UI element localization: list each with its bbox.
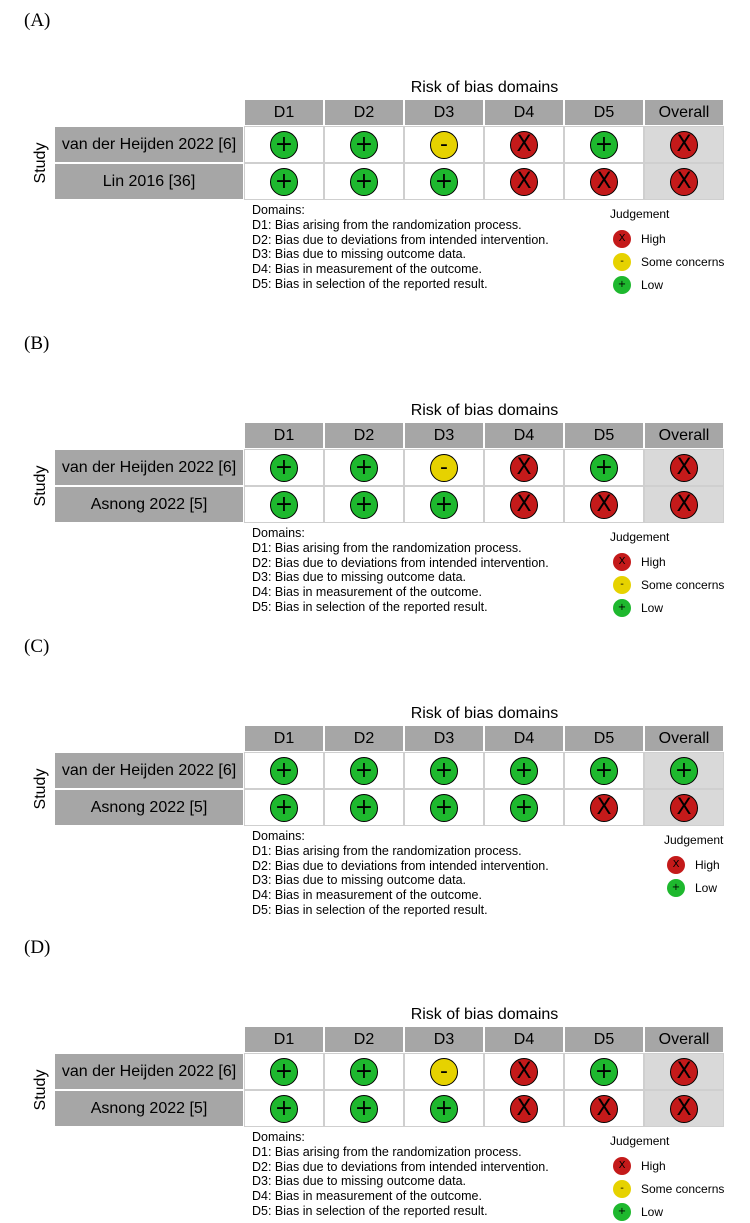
study-name: Asnong 2022 [5] <box>54 789 244 826</box>
domains-list <box>252 1130 549 1219</box>
judgement-low-icon: + <box>350 1095 378 1123</box>
domain-definition: D1: Bias arising from the randomization process. <box>252 843 522 858</box>
legend-label: Low <box>695 880 718 895</box>
legend-symbol: - <box>620 579 624 590</box>
judgement-low-icon: + <box>350 454 378 482</box>
legend-item-low <box>613 596 724 619</box>
column-header-d4: D4 <box>484 99 564 126</box>
judgement-cell <box>484 1090 564 1127</box>
domain-definition: D2: Bias due to deviations from intended intervention. <box>252 232 549 247</box>
domains-title: Domains: <box>252 829 305 843</box>
legend-symbol: + <box>671 882 681 893</box>
judgement-high-icon: X <box>670 794 698 822</box>
panel-label: (B) <box>24 333 50 354</box>
judgement-cell <box>564 1090 644 1127</box>
column-header-overall: Overall <box>644 99 724 126</box>
judgement-high-icon: X <box>510 1095 538 1123</box>
judgement-legend <box>610 530 724 619</box>
judgement-cell <box>484 126 564 163</box>
legend-item-some <box>613 250 724 273</box>
legend-symbol: X <box>618 233 626 244</box>
domain-definition: D3: Bias due to missing outcome data. <box>252 570 467 585</box>
judgement-cell <box>564 449 644 486</box>
domain-definition: D5: Bias in selection of the reported result. <box>252 1203 488 1218</box>
column-header-d4: D4 <box>484 422 564 449</box>
judgement-cell <box>244 752 324 789</box>
judgement-cell <box>564 126 644 163</box>
column-header-d1: D1 <box>244 99 324 126</box>
study-axis-text: Study <box>32 1069 49 1111</box>
legend-label: High <box>641 231 666 246</box>
legend-some-icon <box>613 1180 631 1198</box>
judgement-cell <box>644 789 724 826</box>
judgement-low-icon: + <box>350 491 378 519</box>
domains-list <box>252 203 549 292</box>
legend-item-high <box>667 853 723 876</box>
column-header-d1: D1 <box>244 725 324 752</box>
judgement-cell <box>244 163 324 200</box>
judgement-some-icon: - <box>430 1058 458 1086</box>
judgement-low-icon: + <box>430 794 458 822</box>
legend-item-high <box>613 227 724 250</box>
legend-symbol: - <box>620 1183 624 1194</box>
domain-definition: D4: Bias in measurement of the outcome. <box>252 1189 482 1204</box>
column-header-d4: D4 <box>484 725 564 752</box>
judgement-cell <box>324 1053 404 1090</box>
study-name: Asnong 2022 [5] <box>54 486 244 523</box>
domain-definition: D2: Bias due to deviations from intended intervention. <box>252 858 549 873</box>
judgement-low-icon: + <box>510 794 538 822</box>
judgement-low-icon: + <box>590 1058 618 1086</box>
panel-label: (D) <box>24 937 51 958</box>
legend-some-icon <box>613 576 631 594</box>
risk-of-bias-title: Risk of bias domains <box>410 79 559 96</box>
judgement-low-icon: + <box>590 454 618 482</box>
domain-definition: D5: Bias in selection of the reported result. <box>252 902 488 917</box>
legend-low-icon <box>613 599 631 617</box>
judgement-low-icon: + <box>270 794 298 822</box>
judgement-low-icon: + <box>270 491 298 519</box>
judgement-cell <box>324 789 404 826</box>
judgement-low-icon: + <box>270 1058 298 1086</box>
legend-symbol: X <box>672 859 680 870</box>
domain-definition: D5: Bias in selection of the reported result. <box>252 276 488 291</box>
judgement-low-icon: + <box>510 757 538 785</box>
judgement-cell <box>564 752 644 789</box>
column-header-d3: D3 <box>404 99 484 126</box>
judgement-high-icon: X <box>510 491 538 519</box>
judgement-low-icon: + <box>430 491 458 519</box>
legend-low-icon <box>613 276 631 294</box>
domains-title: Domains: <box>252 1130 305 1144</box>
legend-label: Some concerns <box>641 577 725 592</box>
judgement-cell <box>484 163 564 200</box>
column-header-d3: D3 <box>404 725 484 752</box>
domain-definition: D4: Bias in measurement of the outcome. <box>252 262 482 277</box>
legend-low-icon <box>613 1203 631 1221</box>
judgement-cell <box>644 752 724 789</box>
domain-definition: D3: Bias due to missing outcome data. <box>252 1174 467 1189</box>
judgement-cell <box>404 486 484 523</box>
judgement-legend <box>610 207 724 296</box>
judgement-high-icon: X <box>590 491 618 519</box>
column-header-d5: D5 <box>564 1026 644 1053</box>
judgement-cell <box>484 752 564 789</box>
domain-definition: D3: Bias due to missing outcome data. <box>252 873 467 888</box>
judgement-cell <box>404 126 484 163</box>
judgement-high-icon: X <box>590 1095 618 1123</box>
domain-definition: D3: Bias due to missing outcome data. <box>252 247 467 262</box>
judgement-cell <box>244 126 324 163</box>
legend-item-high <box>613 550 724 573</box>
column-header-d1: D1 <box>244 1026 324 1053</box>
judgement-cell <box>404 789 484 826</box>
legend-label: Low <box>641 1204 664 1219</box>
domain-definition: D4: Bias in measurement of the outcome. <box>252 585 482 600</box>
domain-definition: D4: Bias in measurement of the outcome. <box>252 888 482 903</box>
legend-label: Low <box>641 277 664 292</box>
judgement-low-icon: + <box>590 757 618 785</box>
judgement-cell <box>564 789 644 826</box>
legend-label: Some concerns <box>641 1181 725 1196</box>
judgement-cell <box>404 1090 484 1127</box>
judgement-cell <box>244 1053 324 1090</box>
judgement-legend <box>664 833 723 899</box>
judgement-cell <box>484 449 564 486</box>
study-axis-text: Study <box>32 768 49 810</box>
column-header-d5: D5 <box>564 725 644 752</box>
risk-of-bias-title: Risk of bias domains <box>410 1006 559 1023</box>
panel-label: (C) <box>24 636 50 657</box>
judgement-cell <box>404 752 484 789</box>
judgement-cell <box>324 752 404 789</box>
domain-definition: D5: Bias in selection of the reported result. <box>252 599 488 614</box>
judgement-cell <box>644 1053 724 1090</box>
judgement-low-icon: + <box>350 131 378 159</box>
judgement-cell <box>484 789 564 826</box>
domains-list <box>252 829 549 918</box>
judgement-some-icon: - <box>430 454 458 482</box>
legend-label: High <box>641 1158 666 1173</box>
judgement-low-icon: + <box>350 1058 378 1086</box>
judgement-low-icon: + <box>270 757 298 785</box>
judgement-high-icon: X <box>670 491 698 519</box>
column-header-d4: D4 <box>484 1026 564 1053</box>
legend-symbol: + <box>617 1206 627 1217</box>
legend-item-high <box>613 1154 724 1177</box>
judgement-low-icon: + <box>670 757 698 785</box>
column-header-d2: D2 <box>324 422 404 449</box>
study-name: van der Heijden 2022 [6] <box>54 449 244 486</box>
column-header-overall: Overall <box>644 422 724 449</box>
judgement-cell <box>404 1053 484 1090</box>
judgement-cell <box>644 486 724 523</box>
study-name: Lin 2016 [36] <box>54 163 244 200</box>
domain-definition: D1: Bias arising from the randomization process. <box>252 540 522 555</box>
risk-of-bias-title: Risk of bias domains <box>410 705 559 722</box>
legend-title: Judgement <box>610 207 670 221</box>
judgement-legend <box>610 1134 724 1223</box>
study-name: Asnong 2022 [5] <box>54 1090 244 1127</box>
judgement-cell <box>644 126 724 163</box>
judgement-cell <box>484 1053 564 1090</box>
legend-title: Judgement <box>610 530 670 544</box>
legend-high-icon <box>613 230 631 248</box>
judgement-high-icon: X <box>510 454 538 482</box>
legend-high-icon <box>613 1157 631 1175</box>
judgement-cell <box>644 1090 724 1127</box>
legend-label: Some concerns <box>641 254 725 269</box>
column-header-d5: D5 <box>564 422 644 449</box>
judgement-high-icon: X <box>590 794 618 822</box>
legend-symbol: X <box>618 556 626 567</box>
study-axis-label <box>26 752 56 826</box>
domain-definition: D1: Bias arising from the randomization process. <box>252 217 522 232</box>
study-name: van der Heijden 2022 [6] <box>54 126 244 163</box>
legend-some-icon <box>613 253 631 271</box>
legend-item-some <box>613 573 724 596</box>
legend-title: Judgement <box>610 1134 670 1148</box>
legend-label: High <box>641 554 666 569</box>
study-name: van der Heijden 2022 [6] <box>54 1053 244 1090</box>
column-header-d3: D3 <box>404 422 484 449</box>
judgement-low-icon: + <box>430 168 458 196</box>
judgement-high-icon: X <box>590 168 618 196</box>
legend-title: Judgement <box>664 833 724 847</box>
column-header-d2: D2 <box>324 1026 404 1053</box>
domain-definition: D2: Bias due to deviations from intended intervention. <box>252 555 549 570</box>
legend-low-icon <box>667 879 685 897</box>
legend-label: High <box>695 857 720 872</box>
study-axis-label <box>26 126 56 200</box>
column-header-overall: Overall <box>644 725 724 752</box>
judgement-low-icon: + <box>350 794 378 822</box>
legend-item-low <box>613 1200 724 1223</box>
study-axis-label <box>26 1053 56 1127</box>
judgement-cell <box>404 449 484 486</box>
judgement-cell <box>324 449 404 486</box>
study-axis-label <box>26 449 56 523</box>
judgement-cell <box>484 486 564 523</box>
column-header-d3: D3 <box>404 1026 484 1053</box>
judgement-cell <box>324 486 404 523</box>
judgement-cell <box>564 486 644 523</box>
judgement-low-icon: + <box>270 1095 298 1123</box>
domains-list <box>252 526 549 615</box>
judgement-high-icon: X <box>670 1058 698 1086</box>
judgement-low-icon: + <box>430 1095 458 1123</box>
judgement-low-icon: + <box>270 168 298 196</box>
judgement-low-icon: + <box>270 131 298 159</box>
study-name: van der Heijden 2022 [6] <box>54 752 244 789</box>
judgement-high-icon: X <box>510 131 538 159</box>
judgement-cell <box>644 449 724 486</box>
panel-label: (A) <box>24 10 51 31</box>
legend-high-icon <box>667 856 685 874</box>
legend-item-low <box>613 273 724 296</box>
judgement-cell <box>644 163 724 200</box>
judgement-low-icon: + <box>430 757 458 785</box>
column-header-overall: Overall <box>644 1026 724 1053</box>
judgement-cell <box>404 163 484 200</box>
judgement-cell <box>564 1053 644 1090</box>
judgement-high-icon: X <box>510 1058 538 1086</box>
legend-symbol: + <box>617 279 627 290</box>
domains-title: Domains: <box>252 526 305 540</box>
judgement-some-icon: - <box>430 131 458 159</box>
judgement-cell <box>244 1090 324 1127</box>
judgement-cell <box>244 449 324 486</box>
domain-definition: D2: Bias due to deviations from intended intervention. <box>252 1159 549 1174</box>
legend-item-some <box>613 1177 724 1200</box>
legend-label: Low <box>641 600 664 615</box>
domain-definition: D1: Bias arising from the randomization process. <box>252 1144 522 1159</box>
column-header-d1: D1 <box>244 422 324 449</box>
judgement-high-icon: X <box>670 168 698 196</box>
judgement-cell <box>324 126 404 163</box>
judgement-low-icon: + <box>350 168 378 196</box>
risk-of-bias-title: Risk of bias domains <box>410 402 559 419</box>
judgement-high-icon: X <box>670 1095 698 1123</box>
judgement-high-icon: X <box>670 131 698 159</box>
judgement-high-icon: X <box>670 454 698 482</box>
judgement-cell <box>324 1090 404 1127</box>
judgement-low-icon: + <box>270 454 298 482</box>
study-axis-text: Study <box>32 465 49 507</box>
legend-high-icon <box>613 553 631 571</box>
judgement-cell <box>564 163 644 200</box>
domains-title: Domains: <box>252 203 305 217</box>
judgement-cell <box>244 789 324 826</box>
legend-symbol: - <box>620 256 624 267</box>
legend-symbol: X <box>618 1160 626 1171</box>
judgement-high-icon: X <box>510 168 538 196</box>
judgement-low-icon: + <box>590 131 618 159</box>
legend-item-low <box>667 876 723 899</box>
column-header-d2: D2 <box>324 99 404 126</box>
judgement-cell <box>324 163 404 200</box>
column-header-d5: D5 <box>564 99 644 126</box>
column-header-d2: D2 <box>324 725 404 752</box>
judgement-low-icon: + <box>350 757 378 785</box>
legend-symbol: + <box>617 602 627 613</box>
judgement-cell <box>244 486 324 523</box>
study-axis-text: Study <box>32 142 49 184</box>
